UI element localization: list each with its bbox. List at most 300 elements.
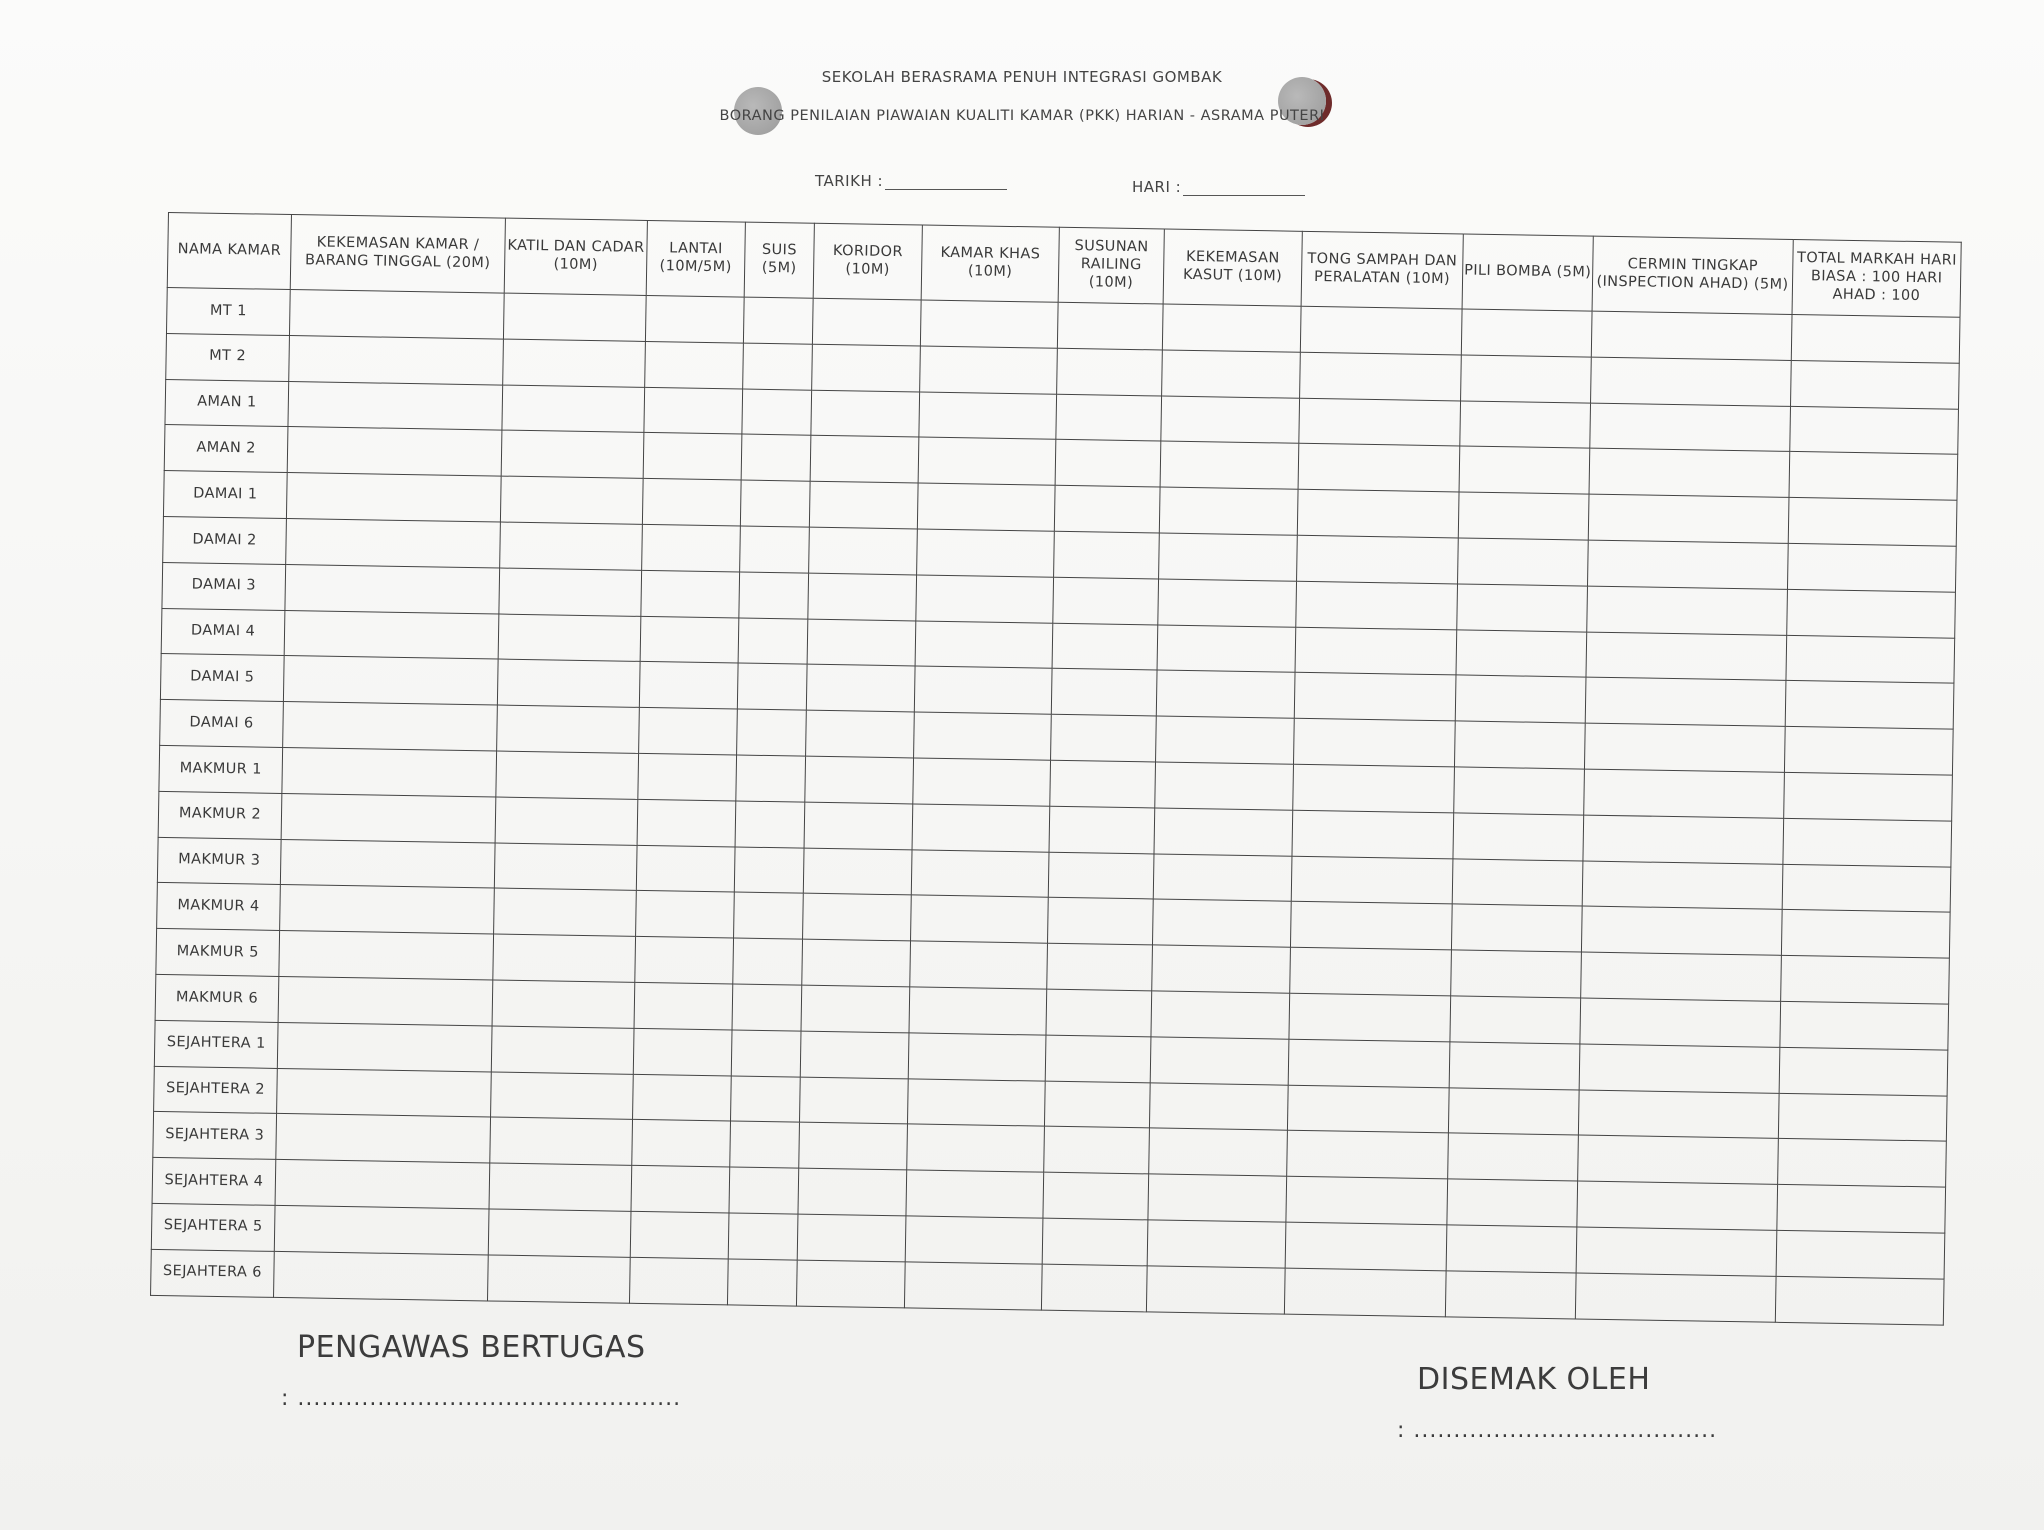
score-cell[interactable] bbox=[1776, 1230, 1945, 1279]
score-cell[interactable] bbox=[906, 1170, 1044, 1218]
score-cell[interactable] bbox=[1295, 627, 1457, 675]
score-cell[interactable] bbox=[630, 1211, 729, 1258]
score-cell[interactable] bbox=[1048, 852, 1154, 900]
score-cell[interactable] bbox=[500, 476, 643, 524]
score-cell[interactable] bbox=[494, 888, 637, 936]
column-header: KORIDOR (10M) bbox=[813, 223, 922, 300]
column-header: KAMAR KHAS (10M) bbox=[921, 225, 1059, 302]
score-cell[interactable] bbox=[1784, 727, 1953, 776]
room-name-cell: MAKMUR 2 bbox=[158, 791, 282, 839]
score-cell[interactable] bbox=[1288, 1039, 1450, 1087]
score-cell[interactable] bbox=[642, 479, 741, 526]
score-cell[interactable] bbox=[914, 666, 1052, 714]
score-cell[interactable] bbox=[738, 618, 808, 665]
score-cell[interactable] bbox=[637, 799, 736, 846]
score-cell[interactable] bbox=[1054, 485, 1160, 533]
room-name-cell: DAMAI 2 bbox=[163, 516, 287, 564]
score-cell[interactable] bbox=[1057, 348, 1163, 396]
score-cell[interactable] bbox=[808, 573, 917, 621]
score-cell[interactable] bbox=[633, 1074, 732, 1121]
room-name-cell: MT 2 bbox=[166, 333, 290, 381]
score-cell[interactable] bbox=[736, 755, 806, 802]
score-cell[interactable] bbox=[1154, 808, 1293, 856]
score-cell[interactable] bbox=[909, 987, 1047, 1035]
score-cell[interactable] bbox=[642, 524, 741, 571]
score-cell[interactable] bbox=[1046, 989, 1152, 1037]
score-cell[interactable] bbox=[1456, 630, 1587, 678]
score-cell[interactable] bbox=[1458, 492, 1589, 540]
score-cell[interactable] bbox=[1451, 950, 1582, 998]
score-cell[interactable] bbox=[1781, 956, 1950, 1005]
score-cell[interactable] bbox=[1296, 581, 1458, 629]
day-label: HARI : bbox=[1132, 178, 1182, 196]
score-cell[interactable] bbox=[1585, 677, 1786, 726]
score-cell[interactable] bbox=[1578, 1135, 1779, 1184]
score-cell[interactable] bbox=[640, 616, 739, 663]
score-cell[interactable] bbox=[277, 1022, 492, 1071]
score-cell[interactable] bbox=[1042, 1218, 1148, 1266]
score-cell[interactable] bbox=[1050, 760, 1156, 808]
score-cell[interactable] bbox=[1778, 1139, 1947, 1188]
score-cell[interactable] bbox=[1152, 945, 1291, 993]
score-cell[interactable] bbox=[1787, 589, 1956, 638]
score-cell[interactable] bbox=[274, 1205, 489, 1254]
score-cell[interactable] bbox=[807, 619, 916, 667]
room-name-cell: SEJAHTERA 6 bbox=[151, 1249, 275, 1297]
score-cell[interactable] bbox=[284, 610, 499, 659]
score-cell[interactable] bbox=[740, 526, 810, 573]
score-cell[interactable] bbox=[811, 390, 920, 438]
score-cell[interactable] bbox=[1156, 716, 1295, 764]
score-cell[interactable] bbox=[1450, 996, 1581, 1044]
score-cell[interactable] bbox=[915, 621, 1053, 669]
score-cell[interactable] bbox=[1775, 1276, 1944, 1325]
score-cell[interactable] bbox=[1055, 440, 1161, 488]
score-cell[interactable] bbox=[495, 797, 638, 845]
score-cell[interactable] bbox=[917, 483, 1055, 531]
score-cell[interactable] bbox=[1146, 1266, 1285, 1314]
score-cell[interactable] bbox=[1787, 543, 1956, 592]
score-cell[interactable] bbox=[629, 1257, 728, 1304]
score-cell[interactable] bbox=[1051, 714, 1157, 762]
score-cell[interactable] bbox=[283, 656, 498, 705]
score-cell[interactable] bbox=[498, 614, 641, 662]
score-cell[interactable] bbox=[742, 389, 812, 436]
score-cell[interactable] bbox=[1290, 947, 1452, 995]
room-name-cell: AMAN 2 bbox=[164, 425, 288, 473]
score-cell[interactable] bbox=[1778, 1093, 1947, 1142]
score-cell[interactable] bbox=[1294, 673, 1456, 721]
score-cell[interactable] bbox=[631, 1165, 730, 1212]
score-cell[interactable] bbox=[1054, 531, 1160, 579]
score-cell[interactable] bbox=[639, 662, 738, 709]
score-cell[interactable] bbox=[905, 1216, 1043, 1264]
score-cell[interactable] bbox=[1785, 681, 1954, 730]
score-cell[interactable] bbox=[740, 480, 810, 527]
score-cell[interactable] bbox=[727, 1259, 797, 1306]
score-cell[interactable] bbox=[800, 1031, 909, 1079]
score-cell[interactable] bbox=[801, 985, 910, 1033]
score-cell[interactable] bbox=[796, 1260, 905, 1308]
score-cell[interactable] bbox=[1459, 446, 1590, 494]
score-cell[interactable] bbox=[501, 430, 644, 478]
score-cell[interactable] bbox=[1780, 1001, 1949, 1050]
score-cell[interactable] bbox=[1784, 772, 1953, 821]
score-cell[interactable] bbox=[645, 341, 744, 388]
score-cell[interactable] bbox=[1583, 815, 1784, 864]
score-cell[interactable] bbox=[1588, 494, 1789, 543]
score-cell[interactable] bbox=[279, 931, 494, 980]
assessment-table-wrapper bbox=[150, 212, 1962, 1325]
score-cell[interactable] bbox=[1577, 1181, 1778, 1230]
score-cell[interactable] bbox=[1584, 723, 1785, 772]
score-cell[interactable] bbox=[1156, 670, 1295, 718]
score-cell[interactable] bbox=[282, 747, 497, 796]
score-cell[interactable] bbox=[1448, 1087, 1579, 1135]
score-cell[interactable] bbox=[809, 481, 918, 529]
score-cell[interactable] bbox=[1777, 1184, 1946, 1233]
score-cell[interactable] bbox=[1049, 806, 1155, 854]
score-cell[interactable] bbox=[908, 1033, 1046, 1081]
score-cell[interactable] bbox=[278, 976, 493, 1025]
score-cell[interactable] bbox=[1580, 998, 1781, 1047]
score-cell[interactable] bbox=[806, 665, 915, 713]
score-cell[interactable] bbox=[1446, 1225, 1577, 1273]
score-cell[interactable] bbox=[1458, 538, 1589, 586]
score-cell[interactable] bbox=[1578, 1090, 1779, 1139]
score-cell[interactable] bbox=[643, 433, 742, 480]
score-cell[interactable] bbox=[916, 575, 1054, 623]
score-cell[interactable] bbox=[912, 804, 1050, 852]
score-cell[interactable] bbox=[729, 1167, 799, 1214]
score-cell[interactable] bbox=[1789, 452, 1958, 501]
score-cell[interactable] bbox=[911, 849, 1049, 897]
score-cell[interactable] bbox=[743, 343, 813, 390]
score-cell[interactable] bbox=[1159, 487, 1298, 535]
score-cell[interactable] bbox=[1284, 1268, 1446, 1316]
room-name-cell: MAKMUR 5 bbox=[156, 929, 280, 977]
column-header: LANTAI (10M/5M) bbox=[646, 220, 745, 297]
room-name-cell: SEJAHTERA 3 bbox=[153, 1112, 277, 1160]
score-cell[interactable] bbox=[1581, 952, 1782, 1001]
score-cell[interactable] bbox=[812, 344, 921, 392]
score-cell[interactable] bbox=[1056, 394, 1162, 442]
score-cell[interactable] bbox=[737, 663, 807, 710]
score-cell[interactable] bbox=[1297, 535, 1459, 583]
room-name-cell: SEJAHTERA 1 bbox=[154, 1020, 278, 1068]
score-cell[interactable] bbox=[638, 753, 737, 800]
score-cell[interactable] bbox=[1451, 904, 1582, 952]
score-cell[interactable] bbox=[1300, 306, 1462, 354]
score-cell[interactable] bbox=[634, 982, 733, 1029]
score-cell[interactable] bbox=[1051, 669, 1157, 717]
score-cell[interactable] bbox=[803, 893, 912, 941]
score-cell[interactable] bbox=[493, 934, 636, 982]
score-cell[interactable] bbox=[1149, 1128, 1288, 1176]
score-cell[interactable] bbox=[1041, 1264, 1147, 1312]
score-cell[interactable] bbox=[287, 427, 502, 476]
score-cell[interactable] bbox=[283, 702, 498, 751]
score-cell[interactable] bbox=[285, 564, 500, 613]
score-cell[interactable] bbox=[636, 845, 735, 892]
column-header: CERMIN TINGKAP (INSPECTION AHAD) (5M) bbox=[1592, 236, 1793, 314]
score-cell[interactable] bbox=[280, 839, 495, 888]
score-cell[interactable] bbox=[735, 801, 805, 848]
score-cell[interactable] bbox=[1043, 1172, 1149, 1220]
room-name-cell: AMAN 1 bbox=[165, 379, 289, 427]
score-cell[interactable] bbox=[804, 802, 913, 850]
score-cell[interactable] bbox=[281, 793, 496, 842]
score-cell[interactable] bbox=[277, 1068, 492, 1117]
school-name: SEKOLAH BERASRAMA PENUH INTEGRASI GOMBAK bbox=[821, 68, 1223, 86]
room-name-cell: DAMAI 6 bbox=[160, 700, 284, 748]
score-cell[interactable] bbox=[491, 1072, 634, 1120]
supervisor-signature-line[interactable]: : ................................................ bbox=[281, 1386, 682, 1411]
score-cell[interactable] bbox=[1786, 635, 1955, 684]
score-cell[interactable] bbox=[914, 712, 1052, 760]
score-cell[interactable] bbox=[641, 570, 740, 617]
score-cell[interactable] bbox=[489, 1163, 632, 1211]
score-cell[interactable] bbox=[497, 659, 640, 707]
score-cell[interactable] bbox=[1454, 721, 1585, 769]
score-cell[interactable] bbox=[1455, 675, 1586, 723]
score-cell[interactable] bbox=[1293, 718, 1455, 766]
score-cell[interactable] bbox=[1453, 813, 1584, 861]
score-cell[interactable] bbox=[275, 1160, 490, 1209]
score-cell[interactable] bbox=[488, 1209, 631, 1257]
score-cell[interactable] bbox=[730, 1121, 800, 1168]
score-cell[interactable] bbox=[1286, 1176, 1448, 1224]
score-cell[interactable] bbox=[907, 1078, 1045, 1126]
score-cell[interactable] bbox=[487, 1255, 630, 1303]
score-cell[interactable] bbox=[1779, 1047, 1948, 1096]
score-cell[interactable] bbox=[1461, 309, 1592, 357]
score-cell[interactable] bbox=[1150, 1037, 1289, 1085]
score-cell[interactable] bbox=[1162, 350, 1301, 398]
score-cell[interactable] bbox=[734, 892, 804, 939]
score-cell[interactable] bbox=[1147, 1220, 1286, 1268]
day-field bbox=[1132, 178, 1305, 196]
room-name-cell: MAKMUR 3 bbox=[157, 837, 281, 885]
score-cell[interactable] bbox=[1057, 302, 1163, 350]
score-cell[interactable] bbox=[1153, 853, 1292, 901]
column-header: NAMA KAMAR bbox=[167, 213, 291, 290]
score-cell[interactable] bbox=[1151, 991, 1290, 1039]
score-cell[interactable] bbox=[1044, 1081, 1150, 1129]
score-cell[interactable] bbox=[1791, 314, 1960, 363]
score-cell[interactable] bbox=[810, 436, 919, 484]
score-cell[interactable] bbox=[907, 1124, 1045, 1172]
score-cell[interactable] bbox=[497, 705, 640, 753]
score-cell[interactable] bbox=[1292, 810, 1454, 858]
form-title: BORANG PENILAIAN PIAWAIAN KUALITI KAMAR (PKK) HARIAN - ASRAMA PUTERI bbox=[719, 108, 1325, 124]
column-header: SUSUNAN RAILING (10M) bbox=[1058, 227, 1164, 304]
score-cell[interactable] bbox=[802, 939, 911, 987]
score-cell[interactable] bbox=[639, 708, 738, 755]
score-cell[interactable] bbox=[798, 1168, 907, 1216]
score-cell[interactable] bbox=[734, 847, 804, 894]
score-cell[interactable] bbox=[743, 297, 813, 344]
score-cell[interactable] bbox=[1790, 406, 1959, 455]
score-cell[interactable] bbox=[1300, 352, 1462, 400]
score-cell[interactable] bbox=[645, 295, 744, 342]
checked-by-signature-line[interactable]: : ...................................... bbox=[1397, 1418, 1718, 1443]
room-name-cell: MAKMUR 1 bbox=[159, 745, 283, 793]
score-cell[interactable] bbox=[1299, 398, 1461, 446]
score-cell[interactable] bbox=[1447, 1179, 1578, 1227]
score-cell[interactable] bbox=[920, 300, 1058, 348]
score-cell[interactable] bbox=[499, 568, 642, 616]
score-cell[interactable] bbox=[502, 385, 645, 433]
score-cell[interactable] bbox=[286, 518, 501, 567]
score-cell[interactable] bbox=[1788, 498, 1957, 547]
score-cell[interactable] bbox=[1589, 448, 1790, 497]
score-cell[interactable] bbox=[1791, 360, 1960, 409]
date-blank-line[interactable] bbox=[885, 177, 1007, 190]
score-cell[interactable] bbox=[1158, 579, 1297, 627]
score-cell[interactable] bbox=[799, 1077, 908, 1125]
score-cell[interactable] bbox=[280, 885, 495, 934]
score-cell[interactable] bbox=[1148, 1174, 1287, 1222]
score-cell[interactable] bbox=[919, 392, 1057, 440]
score-cell[interactable] bbox=[636, 891, 735, 938]
score-cell[interactable] bbox=[633, 1028, 732, 1075]
score-cell[interactable] bbox=[1052, 623, 1158, 671]
room-name-cell: DAMAI 1 bbox=[163, 471, 287, 519]
score-cell[interactable] bbox=[276, 1114, 491, 1163]
score-cell[interactable] bbox=[490, 1117, 633, 1165]
score-cell[interactable] bbox=[1152, 899, 1291, 947]
score-cell[interactable] bbox=[805, 756, 914, 804]
score-cell[interactable] bbox=[500, 522, 643, 570]
column-header: TONG SAMPAH DAN PERALATAN (10M) bbox=[1301, 231, 1463, 309]
score-cell[interactable] bbox=[910, 941, 1048, 989]
score-cell[interactable] bbox=[918, 437, 1056, 485]
score-cell[interactable] bbox=[1285, 1222, 1447, 1270]
score-cell[interactable] bbox=[1149, 1082, 1288, 1130]
score-cell[interactable] bbox=[289, 290, 504, 339]
score-cell[interactable] bbox=[1782, 864, 1951, 913]
score-cell[interactable] bbox=[920, 346, 1058, 394]
score-cell[interactable] bbox=[1162, 304, 1301, 352]
score-cell[interactable] bbox=[644, 387, 743, 434]
score-cell[interactable] bbox=[1454, 767, 1585, 815]
score-cell[interactable] bbox=[917, 529, 1055, 577]
room-name-cell: MAKMUR 4 bbox=[157, 883, 281, 931]
score-cell[interactable] bbox=[731, 1076, 801, 1123]
score-cell[interactable] bbox=[274, 1251, 489, 1300]
score-cell[interactable] bbox=[812, 298, 921, 346]
score-cell[interactable] bbox=[496, 751, 639, 799]
score-cell[interactable] bbox=[1448, 1133, 1579, 1181]
score-cell[interactable] bbox=[1160, 441, 1299, 489]
score-cell[interactable] bbox=[1457, 584, 1588, 632]
score-cell[interactable] bbox=[492, 980, 635, 1028]
room-name-cell: MAKMUR 6 bbox=[155, 974, 279, 1022]
score-cell[interactable] bbox=[1045, 1035, 1151, 1083]
score-cell[interactable] bbox=[1586, 632, 1787, 681]
score-cell[interactable] bbox=[289, 335, 504, 384]
score-cell[interactable] bbox=[635, 937, 734, 984]
score-cell[interactable] bbox=[1460, 401, 1591, 449]
score-cell[interactable] bbox=[1591, 311, 1792, 360]
score-cell[interactable] bbox=[913, 758, 1051, 806]
score-cell[interactable] bbox=[904, 1262, 1042, 1310]
score-cell[interactable] bbox=[911, 895, 1049, 943]
score-cell[interactable] bbox=[1047, 943, 1153, 991]
score-cell[interactable] bbox=[1587, 586, 1788, 635]
score-cell[interactable] bbox=[1157, 625, 1296, 673]
score-cell[interactable] bbox=[803, 848, 912, 896]
score-cell[interactable] bbox=[1161, 396, 1300, 444]
score-cell[interactable] bbox=[1155, 762, 1294, 810]
score-cell[interactable] bbox=[1291, 856, 1453, 904]
score-cell[interactable] bbox=[1298, 444, 1460, 492]
score-cell[interactable] bbox=[1461, 355, 1592, 403]
score-cell[interactable] bbox=[1452, 858, 1583, 906]
score-cell[interactable] bbox=[1581, 906, 1782, 955]
score-cell[interactable] bbox=[1587, 540, 1788, 589]
score-cell[interactable] bbox=[1575, 1273, 1776, 1322]
score-cell[interactable] bbox=[741, 434, 811, 481]
score-cell[interactable] bbox=[494, 843, 637, 891]
score-cell[interactable] bbox=[1053, 577, 1159, 625]
score-cell[interactable] bbox=[1287, 1131, 1449, 1179]
score-cell[interactable] bbox=[1582, 861, 1783, 910]
room-name-cell: DAMAI 5 bbox=[160, 654, 284, 702]
score-cell[interactable] bbox=[797, 1214, 906, 1262]
score-cell[interactable] bbox=[1159, 533, 1298, 581]
score-cell[interactable] bbox=[731, 1030, 801, 1077]
score-cell[interactable] bbox=[1289, 993, 1451, 1041]
score-cell[interactable] bbox=[1449, 1042, 1580, 1090]
column-header: TOTAL MARKAH HARI BIASA : 100 HARI AHAD : 100 bbox=[1792, 239, 1961, 317]
day-blank-line[interactable] bbox=[1183, 183, 1305, 196]
score-cell[interactable] bbox=[286, 473, 501, 522]
score-cell[interactable] bbox=[739, 572, 809, 619]
score-cell[interactable] bbox=[288, 381, 503, 430]
score-cell[interactable] bbox=[1579, 1044, 1780, 1093]
date-label: TARIKH : bbox=[815, 172, 884, 190]
score-cell[interactable] bbox=[809, 527, 918, 575]
score-cell[interactable] bbox=[1781, 910, 1950, 959]
score-cell[interactable] bbox=[491, 1026, 634, 1074]
score-cell[interactable] bbox=[1445, 1271, 1576, 1319]
score-cell[interactable] bbox=[799, 1122, 908, 1170]
score-cell[interactable] bbox=[1576, 1227, 1777, 1276]
score-cell[interactable] bbox=[1047, 898, 1153, 946]
score-cell[interactable] bbox=[1783, 818, 1952, 867]
column-header: SUIS (5M) bbox=[744, 222, 814, 298]
score-cell[interactable] bbox=[632, 1120, 731, 1167]
score-cell[interactable] bbox=[1044, 1127, 1150, 1175]
score-cell[interactable] bbox=[728, 1213, 798, 1260]
score-cell[interactable] bbox=[806, 710, 915, 758]
score-cell[interactable] bbox=[1590, 403, 1791, 452]
score-cell[interactable] bbox=[1293, 764, 1455, 812]
score-cell[interactable] bbox=[737, 709, 807, 756]
score-cell[interactable] bbox=[503, 293, 646, 341]
score-cell[interactable] bbox=[1584, 769, 1785, 818]
room-name-cell: DAMAI 4 bbox=[161, 608, 285, 656]
score-cell[interactable] bbox=[1287, 1085, 1449, 1133]
score-cell[interactable] bbox=[732, 984, 802, 1031]
score-cell[interactable] bbox=[1290, 902, 1452, 950]
score-cell[interactable] bbox=[733, 938, 803, 985]
score-cell[interactable] bbox=[1591, 357, 1792, 406]
score-cell[interactable] bbox=[503, 339, 646, 387]
score-cell[interactable] bbox=[1297, 489, 1459, 537]
